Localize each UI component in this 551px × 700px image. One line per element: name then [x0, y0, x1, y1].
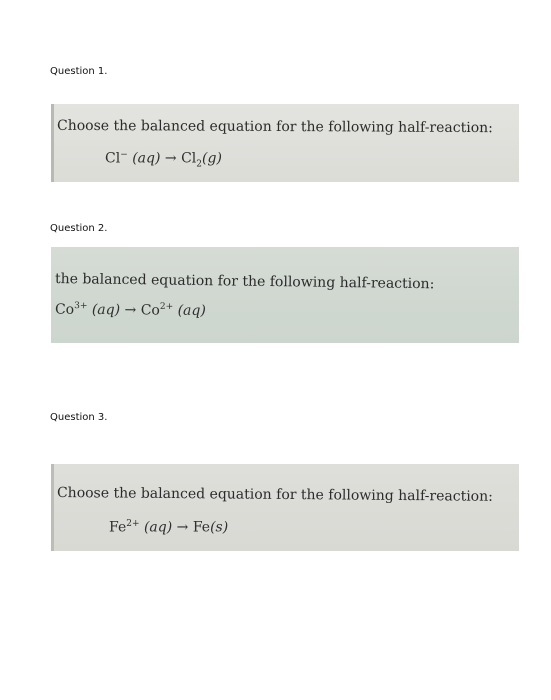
question-2-equation — [55, 301, 206, 319]
product: Fe — [192, 519, 211, 536]
reactant-state: (aq) — [132, 150, 161, 167]
question-1-prompt: Choose the balanced equation for the following half-reaction: — [56, 117, 493, 137]
question-2-label: Question 2. — [50, 223, 108, 234]
question-3-image — [51, 464, 519, 551]
reactant-state: (aq) — [143, 519, 173, 536]
question-1-label: Question 1. — [50, 66, 108, 77]
product-state: (g) — [202, 150, 222, 167]
photo-edge — [51, 104, 54, 182]
reaction-arrow: → — [176, 519, 189, 536]
reaction-arrow: → — [164, 150, 177, 167]
reactant-state: (aq) — [91, 301, 121, 319]
reactant-charge: 2+ — [126, 519, 140, 529]
product-state: (aq) — [177, 302, 206, 319]
product-charge: 2+ — [159, 301, 174, 313]
reactant-charge: − — [120, 150, 128, 160]
reactant: Fe — [109, 519, 127, 536]
product: Co — [140, 302, 160, 319]
reactant: Co — [54, 301, 75, 318]
product-state: (s) — [210, 519, 229, 536]
question-3-prompt: Choose the balanced equation for the following half-reaction: — [56, 485, 493, 505]
question-2-image — [51, 247, 519, 343]
question-1-equation — [105, 150, 222, 169]
question-1-image — [51, 104, 519, 182]
photo-edge — [51, 464, 54, 551]
reaction-arrow: → — [124, 302, 137, 319]
reactant-charge: 3+ — [74, 301, 88, 312]
question-3-label: Question 3. — [50, 412, 108, 423]
product: Cl — [181, 150, 197, 167]
question-3-equation — [109, 519, 228, 536]
product-subscript: 2 — [196, 159, 203, 170]
reactant: Cl — [105, 150, 121, 167]
question-2-prompt: the balanced equation for the following half-reaction: — [54, 271, 435, 293]
